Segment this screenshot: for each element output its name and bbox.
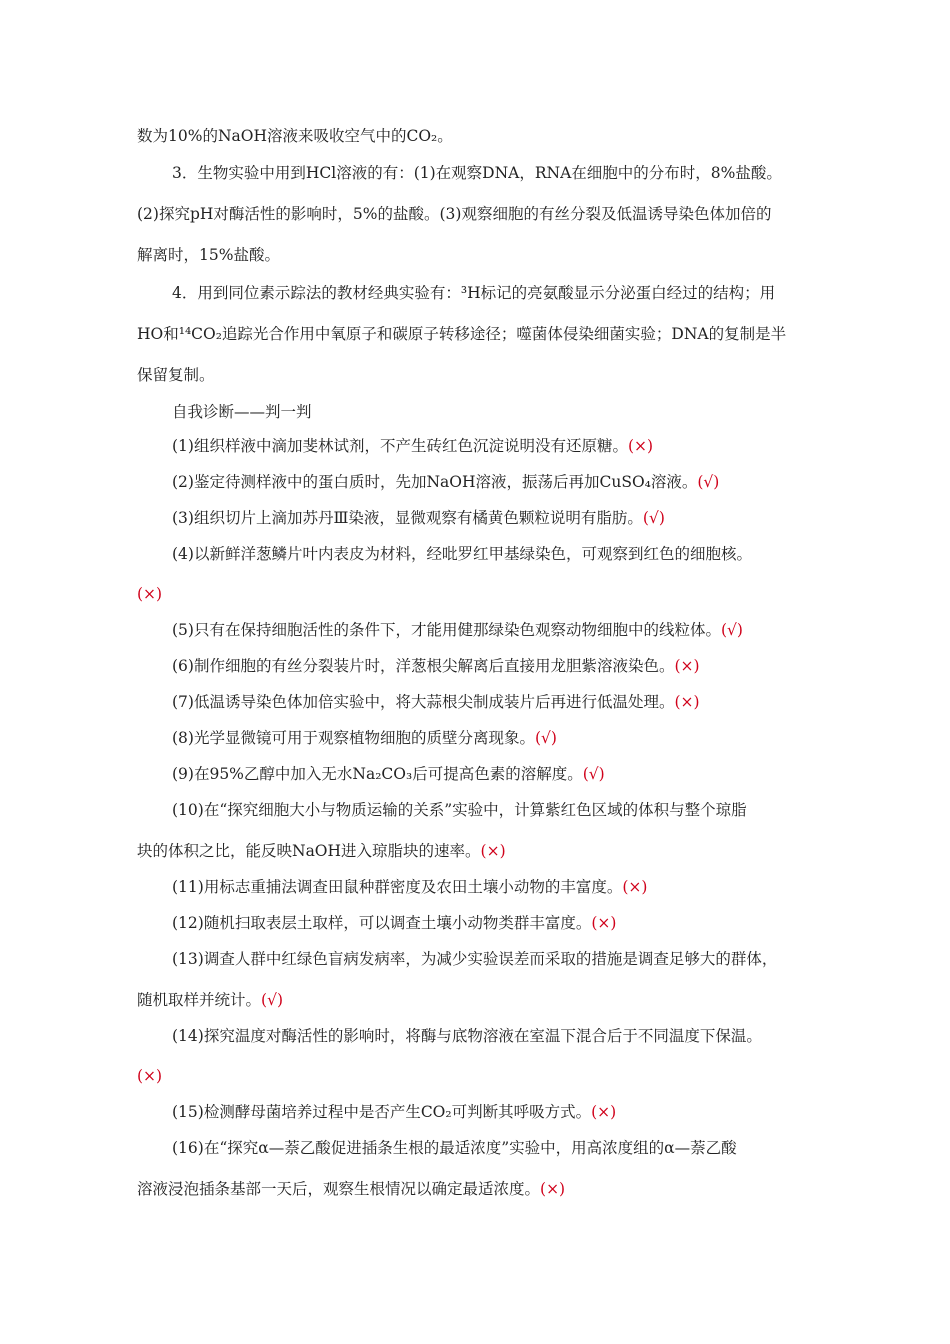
judgement-mark: (√): [697, 473, 720, 491]
text-line-10: [172, 472, 719, 492]
line-text: (4)以新鲜洋葱鳞片叶内表皮为材料，经吡罗红甲基绿染色，可观察到红色的细胞核。: [172, 545, 752, 563]
text-line-2: [172, 163, 782, 183]
judgement-mark: (×): [627, 437, 654, 455]
line-text: (14)探究温度对酶活性的影响时，将酶与底物溶液在室温下混合后于不同温度下保温。: [172, 1027, 762, 1045]
text-line-8: [172, 402, 312, 422]
judgement-mark: (×): [540, 1180, 566, 1198]
line-text: (15)检测酵母菌培养过程中是否产生CO₂可判断其呼吸方式。: [172, 1103, 592, 1121]
line-text: 自我诊断——判一判: [172, 403, 312, 421]
text-line-20: [137, 841, 506, 861]
judgement-mark: (×): [674, 693, 700, 711]
text-line-9: [172, 436, 653, 456]
text-line-29: [137, 1179, 565, 1199]
judgement-mark: (×): [591, 914, 617, 932]
line-text: (2)探究pH对酶活性的影响时，5%的盐酸。(3)观察细胞的有丝分裂及低温诱导染色体加倍的: [137, 205, 772, 223]
line-text: 数为10%的NaOH溶液来吸收空气中的CO₂。: [137, 127, 453, 145]
line-text: (2)鉴定待测样液中的蛋白质时，先加NaOH溶液，振荡后再加CuSO₄溶液。: [172, 473, 698, 491]
line-text: (3)组织切片上滴加苏丹Ⅲ染液，显微观察有橘黄色颗粒说明有脂肪。: [172, 509, 643, 527]
text-line-26: [137, 1066, 162, 1086]
text-line-23: [172, 949, 777, 969]
text-line-27: [172, 1102, 616, 1122]
judgement-mark: (×): [622, 878, 648, 896]
text-line-12: [172, 544, 752, 564]
text-line-15: [172, 656, 700, 676]
line-text: (13)调查人群中红绿色盲病发病率，为减少实验误差而采取的措施是调查足够大的群体，: [172, 950, 778, 968]
judgement-mark: (×): [674, 657, 700, 675]
text-line-1: [137, 126, 453, 146]
judgement-mark: (×): [137, 1067, 163, 1085]
line-text: (5)只有在保持细胞活性的条件下，才能用健那绿染色观察动物细胞中的线粒体。: [172, 621, 721, 639]
text-line-3: [137, 204, 771, 224]
judgement-mark: (×): [480, 842, 506, 860]
line-text: (7)低温诱导染色体加倍实验中，将大蒜根尖制成装片后再进行低温处理。: [172, 693, 675, 711]
text-line-4: [137, 245, 280, 265]
text-line-18: [172, 764, 605, 784]
line-text: (12)随机扫取表层土取样，可以调查土壤小动物类群丰富度。: [172, 914, 592, 932]
text-line-14: [172, 620, 743, 640]
judgement-mark: (√): [582, 765, 605, 783]
line-text: 随机取样并统计。: [137, 991, 262, 1009]
text-line-21: [172, 877, 647, 897]
judgement-mark: (√): [720, 621, 743, 639]
line-text: 3．生物实验中用到HCl溶液的有：(1)在观察DNA，RNA在细胞中的分布时，8%盐酸。: [172, 164, 782, 182]
text-line-24: [137, 990, 283, 1010]
line-text: 解离时，15%盐酸。: [137, 246, 280, 264]
text-line-28: [172, 1138, 737, 1158]
line-text: 块的体积之比，能反映NaOH进入琼脂块的速率。: [137, 842, 481, 860]
line-text: (10)在“探究细胞大小与物质运输的关系”实验中，计算紫红色区域的体积与整个琼脂: [172, 801, 747, 819]
text-line-7: [137, 365, 215, 385]
line-text: (9)在95%乙醇中加入无水Na₂CO₃后可提高色素的溶解度。: [172, 765, 583, 783]
line-text: 溶液浸泡插条基部一天后，观察生根情况以确定最适浓度。: [137, 1180, 541, 1198]
line-text: (1)组织样液中滴加斐林试剂，不产生砖红色沉淀说明没有还原糖。: [172, 437, 628, 455]
line-text: (16)在“探究α—萘乙酸促进插条生根的最适浓度”实验中，用高浓度组的α—萘乙酸: [172, 1139, 737, 1157]
text-line-25: [172, 1026, 762, 1046]
line-text: HO和¹⁴CO₂追踪光合作用中氧原子和碳原子转移途径；噬菌体侵染细菌实验；DNA的复制是半: [137, 325, 787, 343]
line-text: (6)制作细胞的有丝分裂装片时，洋葱根尖解离后直接用龙胆紫溶液染色。: [172, 657, 675, 675]
line-text: (11)用标志重捕法调查田鼠种群密度及农田土壤小动物的丰富度。: [172, 878, 623, 896]
text-line-22: [172, 913, 616, 933]
judgement-mark: (×): [137, 585, 163, 603]
text-line-6: [137, 324, 786, 344]
judgement-mark: (√): [642, 509, 665, 527]
line-text: 保留复制。: [137, 366, 215, 384]
judgement-mark: (×): [591, 1103, 617, 1121]
judgement-mark: (√): [261, 991, 283, 1009]
text-line-5: [172, 283, 775, 303]
text-line-19: [172, 800, 747, 820]
line-text: (8)光学显微镜可用于观察植物细胞的质壁分离现象。: [172, 729, 535, 747]
line-text: 4．用到同位素示踪法的教材经典实验有：³H标记的亮氨酸显示分泌蛋白经过的结构；用: [172, 284, 776, 302]
text-line-13: [137, 584, 162, 604]
judgement-mark: (√): [534, 729, 557, 747]
text-line-16: [172, 692, 700, 712]
text-line-11: [172, 508, 665, 528]
text-line-17: [172, 728, 557, 748]
